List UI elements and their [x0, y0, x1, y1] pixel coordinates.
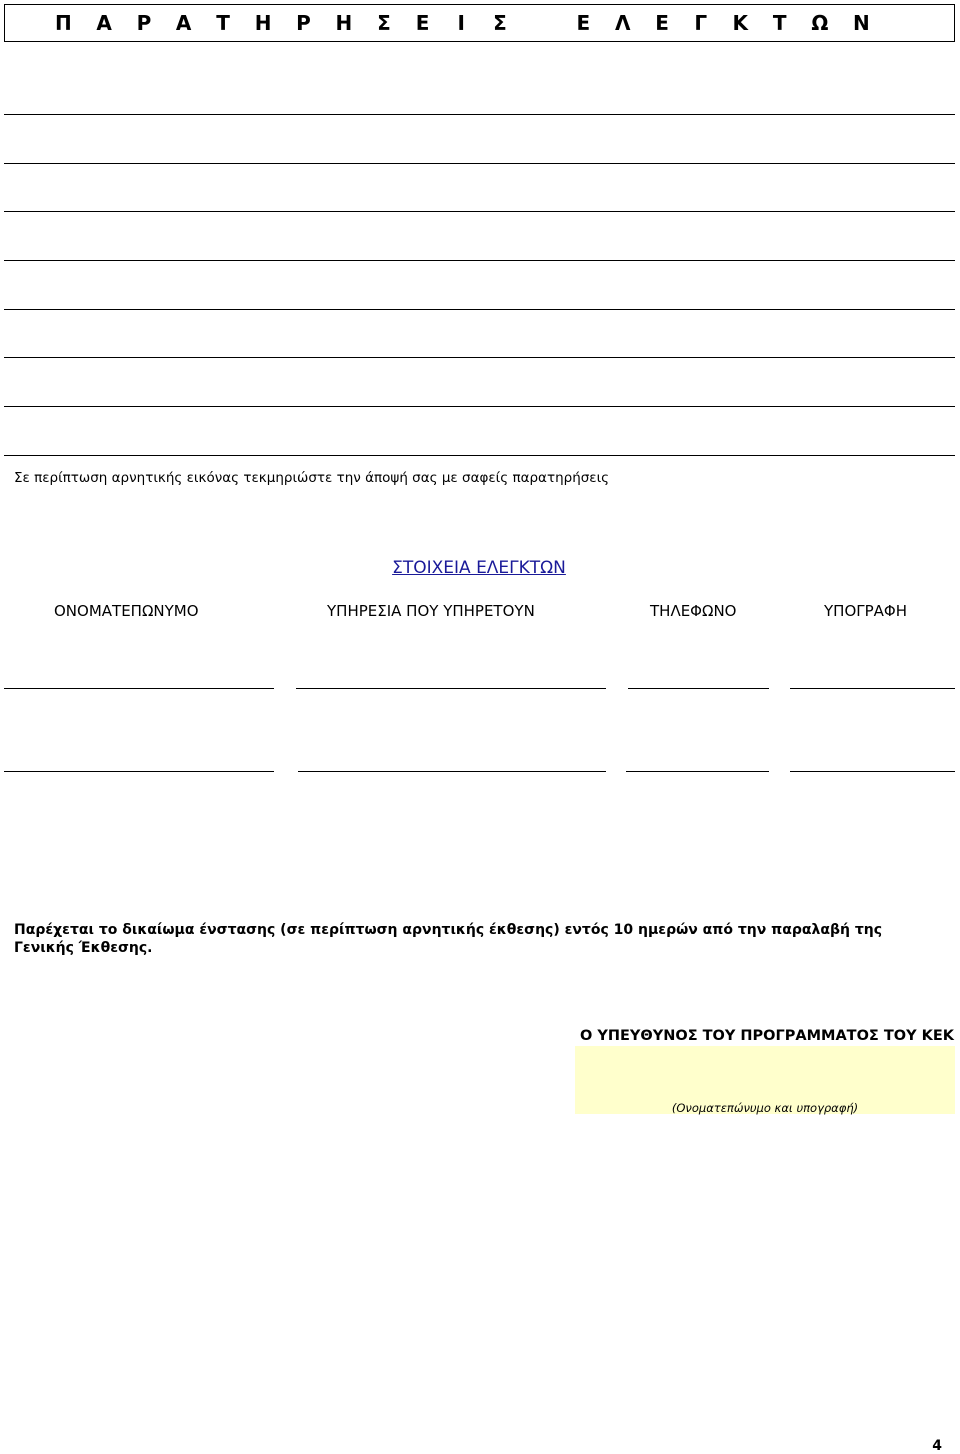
observation-line[interactable]: [4, 260, 955, 261]
section-title: ΣΤΟΙΧΕΙΑ ΕΛΕΓΚΤΩΝ: [392, 558, 566, 578]
observation-line[interactable]: [4, 163, 955, 164]
title-letter: Α: [175, 11, 192, 35]
column-header-signature: ΥΠΟΓΡΑΦΗ: [824, 602, 907, 620]
auditor-name-line[interactable]: [4, 688, 274, 689]
observation-line[interactable]: [4, 455, 955, 456]
observation-line[interactable]: [4, 406, 955, 407]
title-bar: [4, 4, 955, 42]
title-letter: Λ: [614, 11, 631, 35]
rights-notice: Παρέχεται το δικαίωμα ένστασης (σε περίπτωση αρνητικής έκθεσης) εντός 10 ημερών από την παραλαβή της Γενικής Έκθεσης.: [14, 922, 883, 956]
title-letter: Γ: [694, 11, 708, 35]
title-letter: Τ: [216, 11, 230, 35]
title-letter: Σ: [377, 11, 391, 35]
title-letter: Τ: [772, 11, 787, 35]
auditor-name-line[interactable]: [4, 771, 274, 772]
auditor-signature-line[interactable]: [790, 771, 955, 772]
title-letter: Σ: [493, 11, 507, 35]
auditor-service-line[interactable]: [296, 688, 606, 689]
signature-caption: (Ονοματεπώνυμο και υπογραφή): [671, 1101, 859, 1115]
title-letter: Ε: [655, 11, 669, 35]
auditor-phone-line[interactable]: [626, 771, 769, 772]
observation-line[interactable]: [4, 309, 955, 310]
instruction-note: Σε περίπτωση αρνητικής εικόνας τεκμηριώστε την άποψή σας με σαφείς παρατηρήσεις: [14, 470, 610, 486]
observation-line[interactable]: [4, 114, 955, 115]
observation-line[interactable]: [4, 211, 955, 212]
title-letter: Α: [96, 11, 112, 35]
title-letter: Ε: [415, 11, 430, 35]
auditor-service-line[interactable]: [298, 771, 606, 772]
title-letter: Ε: [576, 11, 591, 35]
title-letter: Ρ: [136, 11, 152, 35]
page-number: 4: [932, 1438, 942, 1454]
auditor-signature-line[interactable]: [790, 688, 955, 689]
auditor-phone-line[interactable]: [628, 688, 769, 689]
title-letter: Η: [335, 11, 353, 35]
title-letter: Κ: [732, 11, 748, 35]
observation-line[interactable]: [4, 357, 955, 358]
column-header-service: ΥΠΗΡΕΣΙΑ ΠΟΥ ΥΠΗΡΕΤΟΥΝ: [327, 602, 535, 620]
responsible-title: Ο ΥΠΕΥΘΥΝΟΣ ΤΟΥ ΠΡΟΓΡΑΜΜΑΤΟΣ ΤΟΥ ΚΕΚ: [580, 1028, 954, 1044]
title-letter: Π: [55, 11, 72, 35]
column-header-phone: ΤΗΛΕΦΩΝΟ: [650, 602, 737, 620]
column-header-name: ΟΝΟΜΑΤΕΠΩΝΥΜΟ: [54, 602, 199, 620]
title-letter: Η: [254, 11, 272, 35]
title-letter: Ι: [457, 11, 465, 35]
title-letter: Ω: [811, 11, 829, 35]
title-letter: Ν: [853, 11, 870, 35]
title-letter: Ρ: [296, 11, 311, 35]
